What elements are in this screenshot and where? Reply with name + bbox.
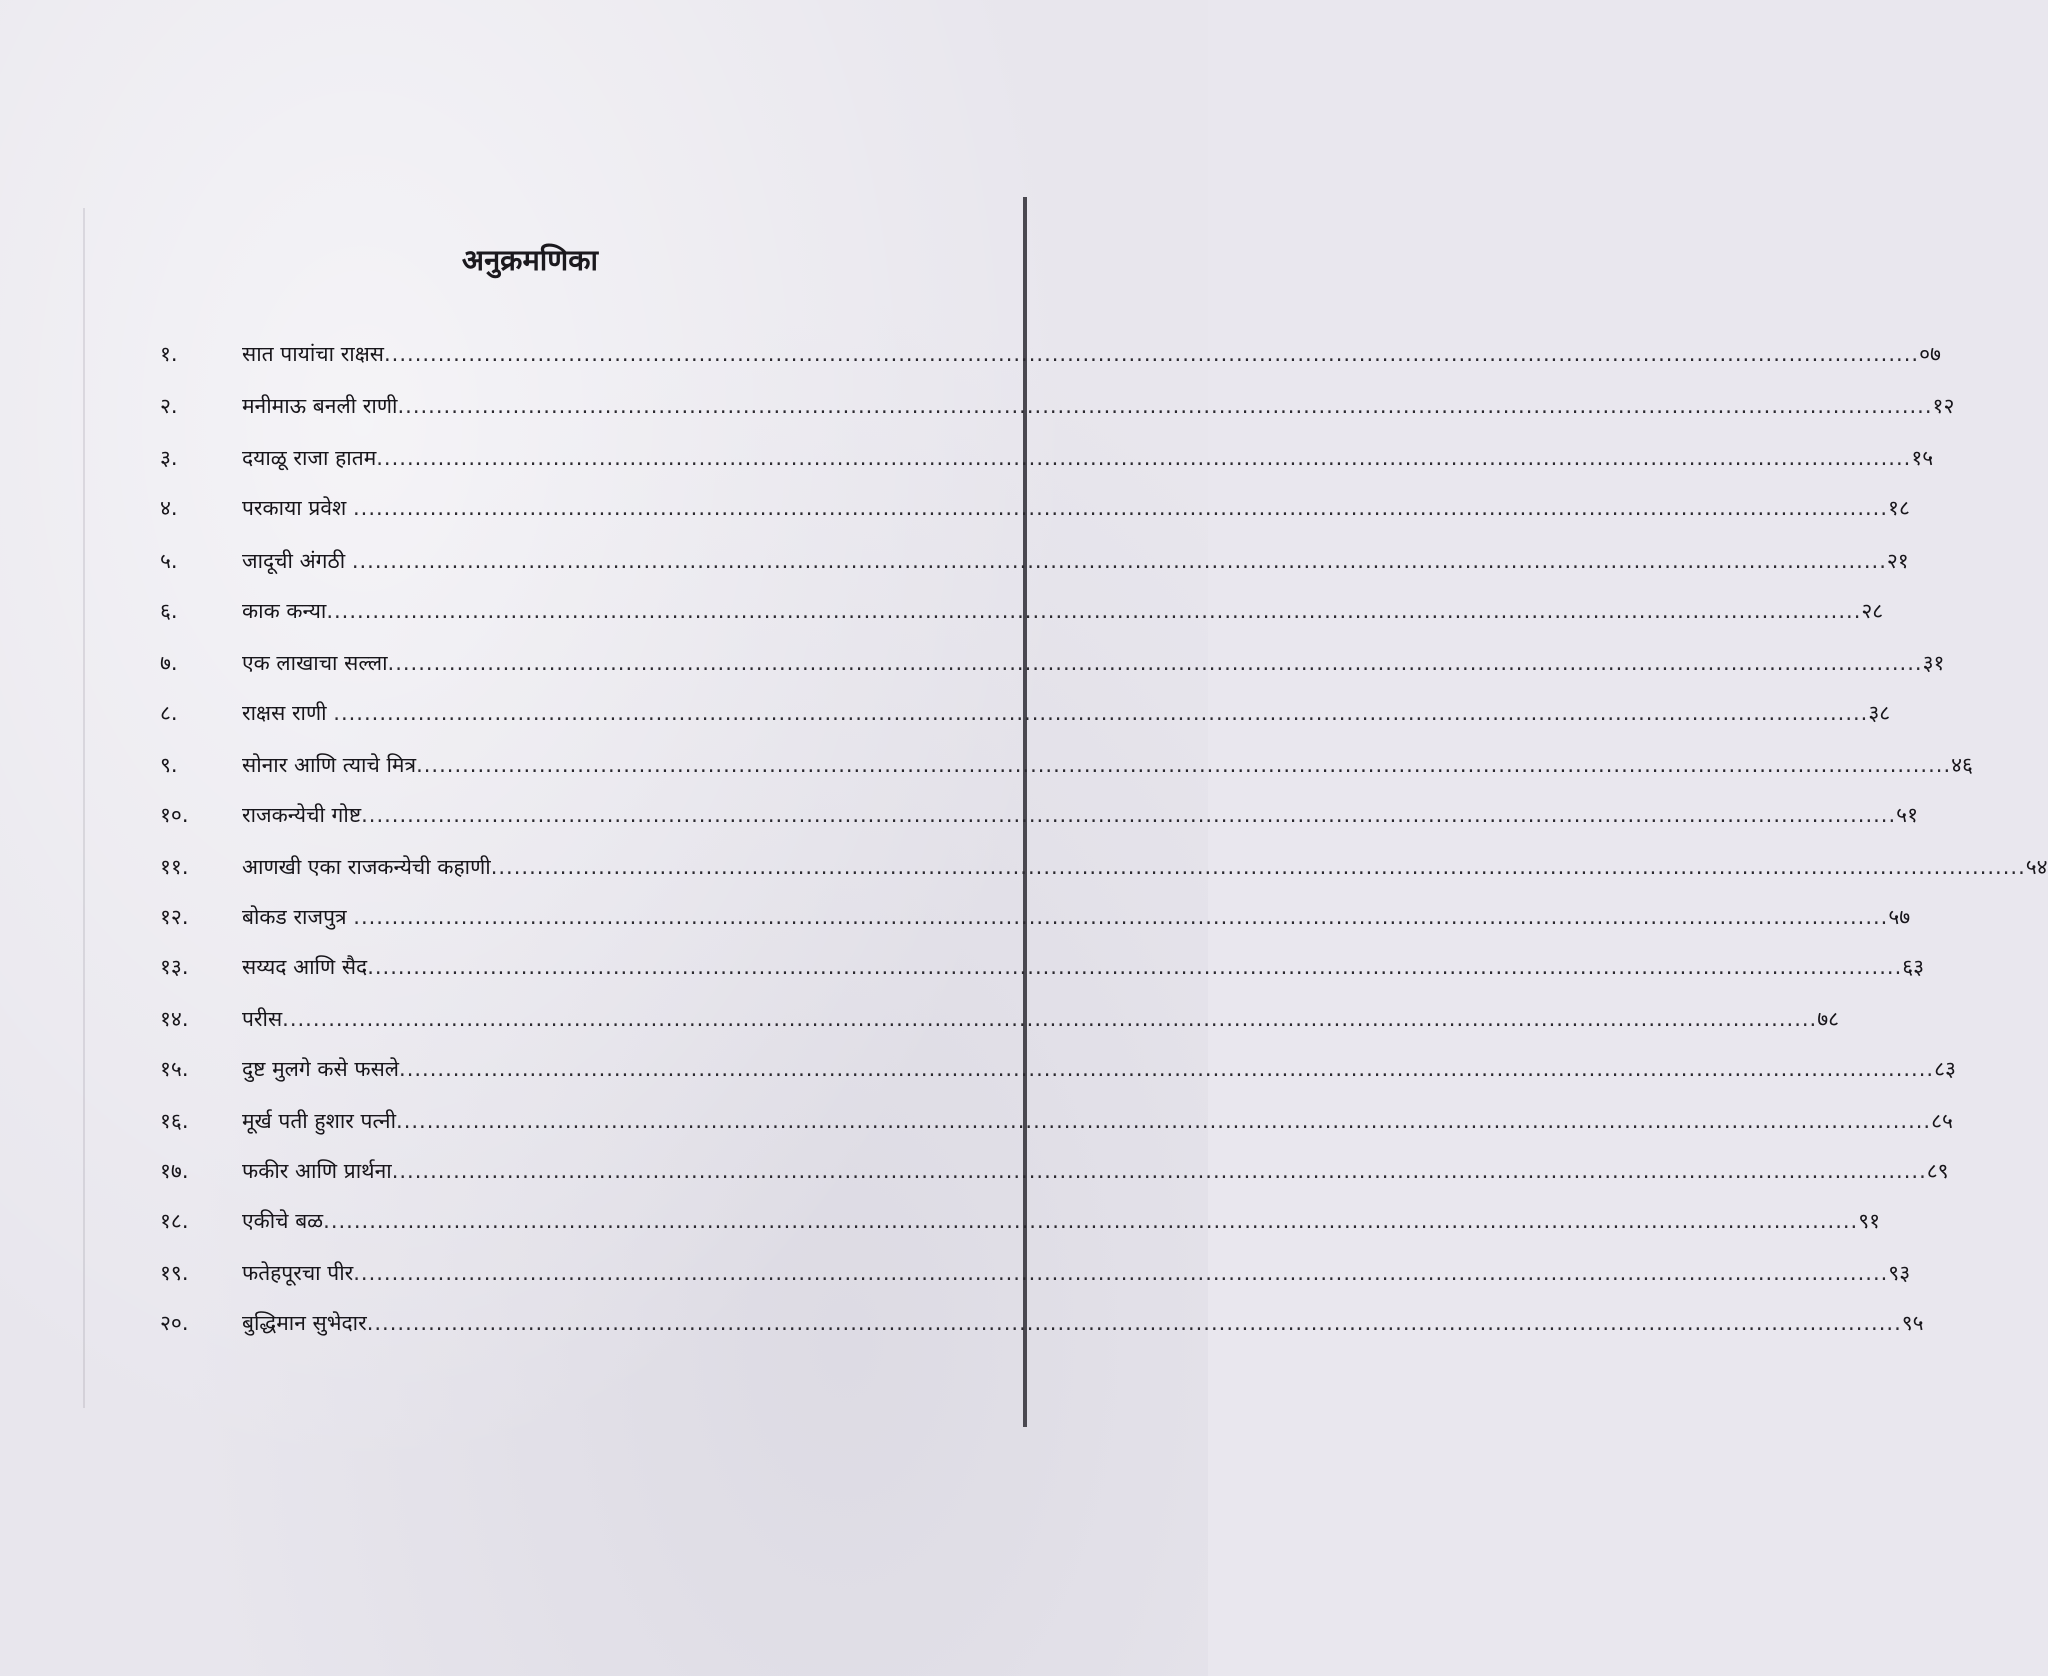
dot-leader: ........................................................................................................................................................................................................ [396,1109,1932,1133]
chapter-number: २०. [160,1311,189,1335]
page-number: ८९ [1926,1159,1949,1183]
page-number: १२ [1932,394,1955,418]
dot-leader: ........................................................................................................................................................................................................ [326,599,1862,623]
toc-entry [242,444,1933,472]
dot-leader: ........................................................................................................................................................................................................ [366,1311,1902,1335]
toc-row [160,1259,1911,1299]
dot-leader: ........................................................................................................................................................................................................ [353,1261,1889,1285]
toc-row [160,444,1934,484]
toc-row [160,1055,1956,1095]
toc-entry [242,1157,1949,1185]
chapter-title: सय्यद आणि सैद [242,955,368,979]
page-number: ५७ [1888,905,1911,929]
chapter-number: ६. [160,599,178,623]
toc-row [160,392,1955,432]
chapter-number: १३. [160,955,189,979]
chapter-title: आणखी एका राजकन्येची कहाणी [242,855,491,879]
chapter-number: १९. [160,1261,189,1285]
dot-leader: ........................................................................................................................................................................................................ [384,342,1920,366]
page-number: ९५ [1901,1311,1924,1335]
chapter-number: २. [160,394,178,418]
dot-leader: ........................................................................................................................................................................................................ [416,753,1952,777]
chapter-title: फतेहपूरचा पीर [242,1261,354,1285]
toc-entry [242,1005,1839,1033]
toc-entry [242,1259,1910,1287]
dot-leader: ........................................................................................................................................................................................................ [352,496,1889,520]
chapter-title: जादूची अंगठी [242,549,352,573]
chapter-title: दयाळू राजा हातम [242,446,377,470]
dot-leader: ........................................................................................................................................................................................................ [376,446,1912,470]
dot-leader: ........................................................................................................................................................................................................ [367,955,1903,979]
chapter-title: परकाया प्रवेश [242,496,353,520]
dot-leader: ........................................................................................................................................................................................................ [351,549,1887,573]
toc-entry [242,494,1910,522]
chapter-title: बुद्धिमान सुभेदार [242,1311,367,1335]
toc-entry [242,1309,1924,1337]
toc-entry [242,547,1909,575]
page-number: ९१ [1858,1209,1881,1233]
toc-row [160,1157,1949,1197]
page-number: २१ [1886,549,1909,573]
dot-leader: ........................................................................................................................................................................................................ [282,1007,1818,1031]
toc-row [160,903,1911,943]
page-number: ५१ [1896,803,1918,827]
toc-row [160,1005,1840,1045]
toc-row [160,1107,1953,1147]
toc-entry [242,903,1910,931]
page-number: ८३ [1934,1057,1956,1081]
chapter-number: ११. [160,855,189,879]
page-number: ६३ [1902,955,1925,979]
dot-leader: ........................................................................................................................................................................................................ [391,1159,1927,1183]
chapter-title: दुष्ट मुलगे कसे फसले [242,1057,400,1081]
chapter-title: बोकड राजपुत्र [242,905,354,929]
chapter-number: ७. [160,651,178,675]
dot-leader: ........................................................................................................................................................................................................ [387,651,1923,675]
toc-entry [242,751,1973,779]
chapter-number: १६. [160,1109,189,1133]
page-number: ८५ [1931,1109,1953,1133]
toc-row [160,649,1945,689]
chapter-title: सोनार आणि त्याचे मित्र [242,753,417,777]
toc-row [160,751,1973,791]
dot-leader: ........................................................................................................................................................................................................ [323,1209,1859,1233]
chapter-number: ५. [160,549,178,573]
chapter-number: ९. [160,753,178,777]
chapter-title: काक कन्या [242,599,327,623]
chapter-number: १५. [160,1057,189,1081]
page-number: ०७ [1919,342,1941,366]
page-title: अनुक्रमणिका [461,243,599,277]
chapter-title: परीस [242,1007,283,1031]
toc-entry [242,1107,1953,1135]
chapter-number: १२. [160,905,189,929]
toc-row [160,801,1918,841]
toc-entry [242,953,1924,981]
toc-entry [242,853,2048,881]
page-number: ५४ [2025,855,2048,879]
dot-leader: ........................................................................................................................................................................................................ [490,855,2026,879]
chapter-number: ४. [160,496,178,520]
toc-row [160,547,1909,587]
toc-entry [242,392,1954,420]
chapter-title: सात पायांचा राक्षस [242,342,384,366]
chapter-title: मनीमाऊ बनली राणी [242,394,398,418]
page-number: ३१ [1922,651,1945,675]
toc-entry [242,699,1890,727]
chapter-title: मूर्ख पती हुशार पत्नी [242,1109,397,1133]
chapter-number: १. [160,342,178,366]
dot-leader: ........................................................................................................................................................................................................ [361,803,1897,827]
page-number: १८ [1888,496,1910,520]
dot-leader: ........................................................................................................................................................................................................ [353,905,1889,929]
chapter-title: एकीचे बळ [242,1209,324,1233]
dot-leader: ........................................................................................................................................................................................................ [399,1057,1935,1081]
chapter-title: फकीर आणि प्रार्थना [242,1159,392,1183]
toc-entry [242,1055,1956,1083]
toc-entry [242,801,1918,829]
chapter-title: राक्षस राणी [242,701,334,725]
page-number: १५ [1911,446,1934,470]
chapter-number: १७. [160,1159,189,1183]
toc-row [160,953,1925,993]
chapter-number: ८. [160,701,178,725]
toc-entry [242,1207,1880,1235]
page-number: ३८ [1868,701,1891,725]
page-number: ४६ [1951,753,1973,777]
toc-row [160,853,2048,893]
toc-entry [242,340,1941,368]
toc-row [160,597,1884,637]
chapter-number: १४. [160,1007,189,1031]
toc-row [160,1207,1881,1247]
toc-row [160,699,1891,739]
toc-entry [242,597,1883,625]
chapter-title: एक लाखाचा सल्ला [242,651,388,675]
page-number: २८ [1861,599,1884,623]
toc-row [160,1309,1924,1349]
dot-leader: ........................................................................................................................................................................................................ [333,701,1869,725]
toc-row [160,340,1941,380]
toc-row [160,494,1910,534]
page-number: ७८ [1817,1007,1840,1031]
chapter-number: ३. [160,446,178,470]
chapter-number: १०. [160,803,189,827]
chapter-title: राजकन्येची गोष्ट [242,803,362,827]
toc-entry [242,649,1944,677]
page-number: ९३ [1888,1261,1911,1285]
chapter-number: १८. [160,1209,189,1233]
dot-leader: ........................................................................................................................................................................................................ [397,394,1933,418]
